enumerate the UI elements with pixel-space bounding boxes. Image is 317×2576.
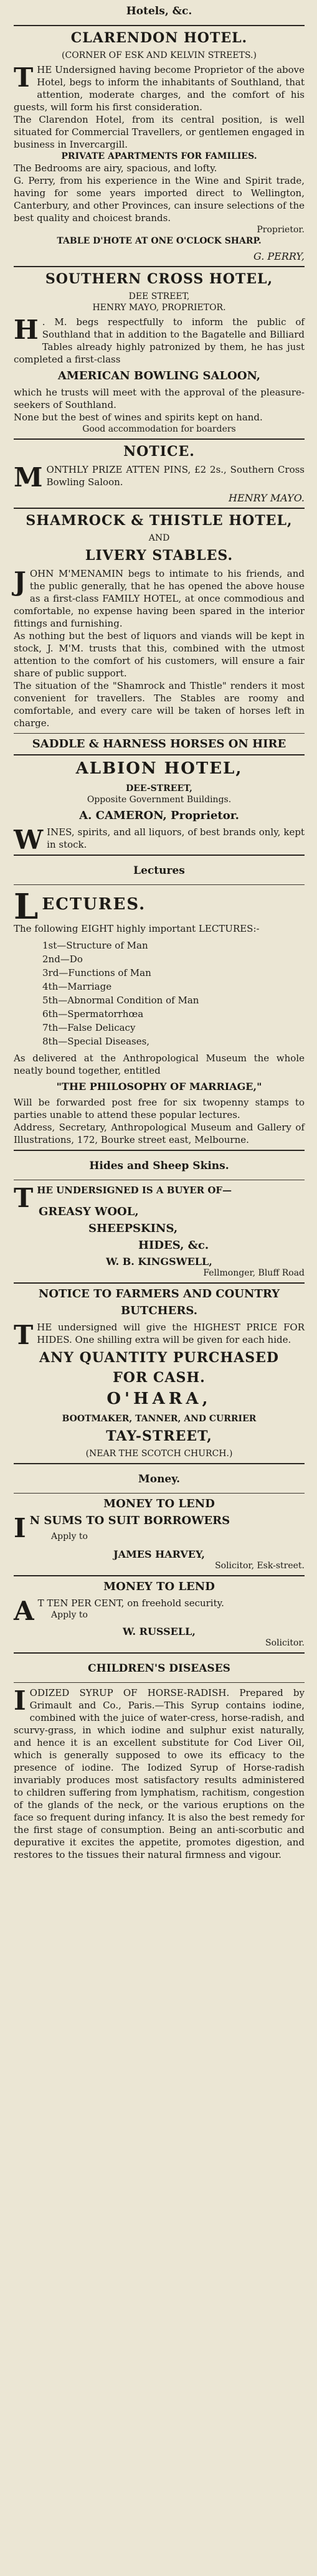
notice-ad [14,443,305,504]
list-item: 8th—Special Diseases, [42,1036,150,1047]
albion-opposite: Opposite Government Buildings. [87,795,232,805]
notice-signature: HENRY MAYO. [229,492,305,504]
butchers-name: O'HARA, [106,1390,212,1408]
butchers-text: HE undersigned will give the HIGHEST PRICE FOR HIDES. One shilling extra will be given for each hide. [37,1322,305,1345]
divider [14,855,305,856]
list-item: 6th—Spermatorrhœa [42,1008,144,1020]
clarendon-title: CLARENDON HOTEL. [70,30,248,46]
divider [14,438,305,440]
section-title-hotels: Hotels, &c. [126,5,192,17]
lectures-intro: The following EIGHT highly important LECTURES:- [14,923,260,934]
butchers-ad [14,1287,305,1459]
shamrock-title3: LIVERY STABLES. [85,547,234,564]
southern-cross-street: DEE STREET, [128,291,190,301]
money-title: MONEY TO LEND [103,1580,215,1593]
money-ad-2 [14,1580,305,1649]
southern-cross-para3: None but the best of wines and spirits kept on hand. [14,412,263,423]
list-item: 7th—False Delicacy [42,1022,136,1033]
clarendon-para2: The Clarendon Hotel, from its central position, is well situated for Commercial Travellers, or gentlemen engaged in business in Invercargill. [14,114,305,150]
divider [14,884,305,885]
divider [14,754,305,755]
southern-cross-proprietor: HENRY MAYO, PROPRIETOR. [92,303,226,313]
money-role: Solicitor. [265,1638,305,1648]
children-text: ODIZED SYRUP OF HORSE-RADISH. Prepared by Grimault and Co., Paris.—This Syrup contains iodine, combined with the juice of water-cress, horse-radish, and scurvy-grass, in which iodine and sulphur exist naturally, and hence it is an excellent substitute for Cod Liver Oil, which is generally supposed to owe its efficacy to the presence of iodine. The Iodized Syrup of Horse-radish invariably produces most satisfactory results administered to children suffering from lymphatism, rachitism, congestion of the glands of the neck, or the various eruptions on the face so frequent during infancy. It is also the best remedy for the first stage of consumption. Being an anti-scorbutic and depurative it excites the appetite, promotes digestion, and restores to the tissues their natural firmness and vigour. [14,1687,305,1860]
lectures-address: Address, Secretary, Anthropological Museum and Gallery of Illustrations, 172, Bourke street east, Melbourne. [14,1122,305,1145]
divider [14,1463,305,1464]
list-item: 1st—Structure of Man [42,940,148,951]
hides-name: W. B. KINGSWELL, [106,1256,212,1267]
southern-cross-ad [14,271,305,435]
shamrock-title1: SHAMROCK & THISTLE HOTEL, [26,513,293,529]
albion-street: DEE-STREET, [126,784,192,793]
shamrock-title2: AND [148,533,170,543]
divider [14,508,305,509]
money-title: MONEY TO LEND [103,1497,215,1510]
butchers-title: NOTICE TO FARMERS AND COUNTRY [38,1287,280,1300]
dropcap: M [14,462,43,493]
list-item: 2nd—Do [42,954,83,965]
money-line-text: T TEN PER CENT, on freehold security. [37,1598,224,1609]
hides-item: HIDES, &c. [138,1239,209,1252]
dropcap: T [14,1183,34,1213]
albion-title: ALBION HOTEL, [75,759,243,778]
albion-ad [14,759,305,855]
lectures-list [42,939,305,1048]
clarendon-para1 [14,64,305,113]
southern-cross-para2: which he trusts will meet with the approval of the pleasure-seekers of Southland. [14,387,305,410]
saddle-line: SADDLE & HARNESS HORSES ON HIRE [32,737,286,751]
money-apply: Apply to [51,1610,88,1620]
butchers-title2: BUTCHERS. [121,1304,197,1317]
list-item: 3rd—Functions of Man [42,967,151,978]
shamrock-para1 [14,567,305,630]
dropcap: T [14,62,34,93]
divider [14,733,305,734]
clarendon-table: TABLE D'HOTE AT ONE O'CLOCK SHARP. [57,236,262,246]
butchers-big2: FOR CASH. [113,1370,206,1386]
lectures-heading-wrap [14,889,305,922]
money-apply: Apply to [51,1532,88,1541]
lectures-book: "THE PHILOSOPHY OF MARRIAGE," [56,1081,262,1092]
section-title-children: CHILDREN'S DISEASES [88,1662,230,1675]
shamrock-para2: As nothing but the best of liquors and viands will be kept in stock, J. M'M. trusts that this, combined with the utmost attention to the comfort of his customers, will ensure a fair share of public support. [14,630,305,679]
southern-cross-text: . M. begs respectfully to inform the public of Southland that in addition to the Bagatelle and Billiard Tables already highly patronized by them, he has just completed a first-class [14,316,305,365]
section-title-money: Money. [138,1473,181,1485]
notice-para [14,462,305,493]
shamrock-ad [14,513,305,729]
bowling-saloon: AMERICAN BOWLING SALOON, [57,369,261,382]
clarendon-address: (CORNER OF ESK AND KELVIN STREETS.) [62,50,257,60]
divider [14,266,305,267]
southern-cross-para1 [14,316,305,366]
clarendon-proprietor: Proprietor. [257,225,305,235]
southern-cross-para4: Good accommodation for boarders [82,424,236,434]
butchers-street: TAY-STREET, [106,1428,212,1444]
dropcap: I [14,1685,26,1716]
divider [14,1493,305,1494]
lectures-delivered: As delivered at the Anthropological Museum the whole neatly bound together, entitled [14,1053,305,1076]
hides-item: SHEEPSKINS, [88,1222,178,1235]
list-item: 5th—Abnormal Condition of Man [42,995,199,1006]
hides-address: Fellmonger, Bluff Road [203,1268,305,1278]
clarendon-private: PRIVATE APARTMENTS FOR FAMILIES. [61,151,257,161]
butchers-para [14,1320,305,1350]
dropcap: H [14,315,39,345]
dropcap: A [14,1596,34,1626]
hides-ad [14,1184,305,1279]
dropcap: W [14,825,44,855]
divider [14,25,305,26]
dropcap: T [14,1320,34,1350]
children-para [14,1687,305,1861]
list-item: 4th—Marriage [42,981,112,992]
butchers-big: ANY QUANTITY PURCHASED [39,1350,279,1366]
clarendon-signature: G. PERRY, [253,250,305,262]
notice-text: ONTHLY PRIZE ATTEN PINS, £2 2s., Southern Cross Bowling Saloon. [46,464,305,488]
lectures-heading: ECTURES. [42,895,146,914]
money-role: Solicitor, Esk-street. [215,1561,305,1571]
dropcap: J [14,566,26,597]
money-line-text: N SUMS TO SUIT BORROWERS [29,1514,230,1527]
albion-text: INES, spirits, and all liquors, of best brands only, kept in stock. [47,826,305,850]
clarendon-ad [14,30,305,262]
notice-title: NOTICE. [123,443,195,460]
dropcap: L [14,889,39,922]
shamrock-text: OHN M'MENAMIN begs to intimate to his friends, and the public generally, that he has opened the above house as a first-class FAMILY HOTEL, at once commodious and comfortable, no expense having been spared in the interior fittings and furnishing. [14,568,305,629]
money-name: JAMES HARVEY, [113,1548,205,1560]
divider [14,1282,305,1284]
lectures-ad [14,889,305,1146]
clarendon-para4: G. Perry, from his experience in the Wine and Spirit trade, having for some years imported direct to Wellington, Canterbury, and other Provinces, can insure selections of the best quality and choicest brands. [14,175,305,224]
money-ad-1 [14,1497,305,1571]
hides-item: GREASY WOOL, [39,1205,139,1218]
clarendon-para3: The Bedrooms are airy, spacious, and lofty. [14,163,217,174]
dropcap: I [14,1513,26,1543]
clarendon-text: HE Undersigned having become Proprietor of the above Hotel, begs to inform the inhabitants of Southland, that attention, moderate charges, and the comfort of his guests, will form his first consideration. [14,64,305,113]
albion-para [14,825,305,855]
divider [14,1682,305,1683]
butchers-near: (NEAR THE SCOTCH CHURCH.) [85,1449,233,1459]
hides-intro-text: HE UNDERSIGNED IS A BUYER OF— [37,1185,232,1196]
section-title-lectures: Lectures [133,864,185,877]
money-name: W. RUSSELL, [123,1626,196,1637]
divider [14,1652,305,1654]
lectures-forwarded: Will be forwarded post free for six twopenny stamps to parties unable to attend these popular lectures. [14,1097,305,1120]
butchers-trade: BOOTMAKER, TANNER, AND CURRIER [62,1414,257,1424]
shamrock-para3: The situation of the "Shamrock and Thistle" renders it most convenient for travellers. The Stables are roomy and comfortable, and every care will be taken of horses left in charge. [14,680,305,729]
divider [14,1575,305,1576]
southern-cross-title: SOUTHERN CROSS HOTEL, [45,271,273,287]
section-title-hides: Hides and Sheep Skins. [89,1160,229,1172]
divider [14,1150,305,1151]
albion-proprietor: A. CAMERON, Proprietor. [79,809,239,822]
